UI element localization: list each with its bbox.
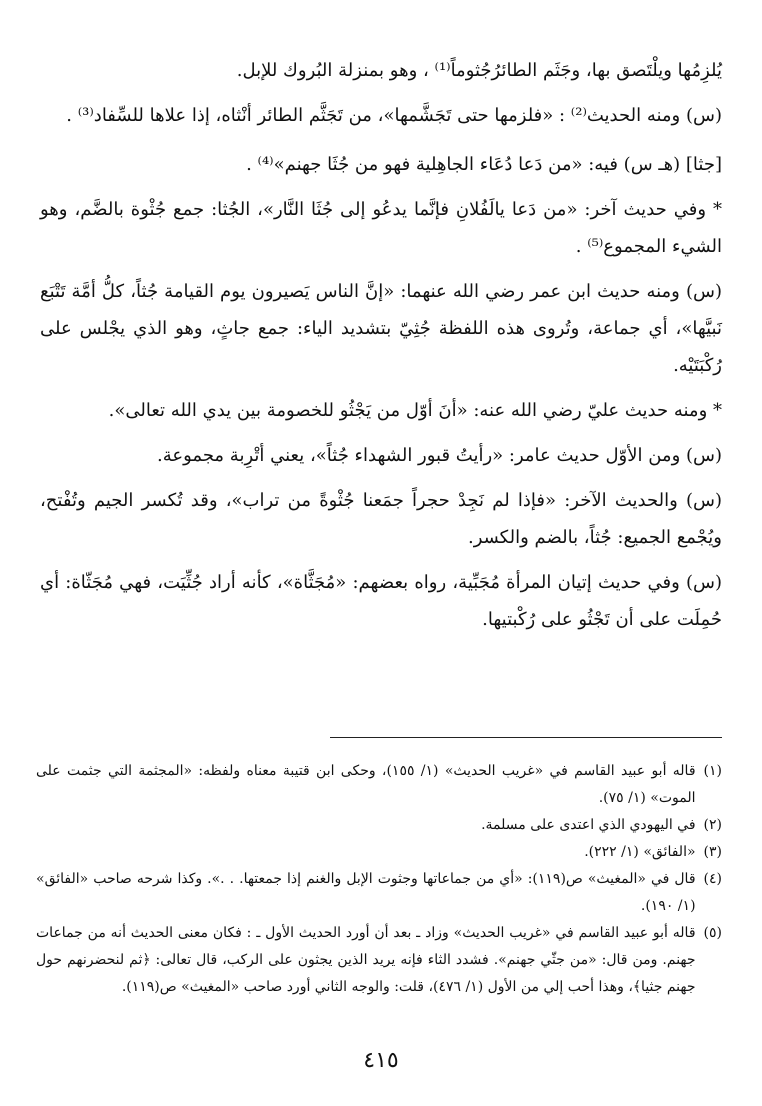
footnote-divider <box>330 737 722 738</box>
paragraph-juthwa-definition: * وفي حديث آخر: «من دَعا يالَفُلانِ فإنَّما يدعُو إلى جُثَا النَّار»، الجُثا: جمع جُثْوة بالضَّم، وهو الشيء المجموع⁽⁵⁾ . <box>40 199 722 257</box>
paragraph-ibn-umar-hadith: (س) ومنه حديث ابن عمر رضي الله عنهما: «إنَّ الناس يَصيرون يوم القيامة جُثاً، كلُّ أمَّة تَتْبَع نَبيَّها»، أي جماعة، وتُروى هذه اللفظة جُثِيّ بتشديد الياء: جمع جاثٍ، وهو الذي يجْلس على رُكْبَتَيْه. <box>40 281 722 376</box>
footnote-number: (٣) <box>703 844 722 860</box>
footnote-number: (٥) <box>703 925 722 941</box>
footnote-text: «الفائق» (١/ ٢٢٢). <box>584 844 696 860</box>
footnote-number: (٢) <box>703 817 722 833</box>
paragraph-amir-hadith: (س) ومن الأوّل حديث عامر: «رأيتُ قبور الشهداء جُثاً»، يعني أتْرِبة مجموعة. <box>157 445 722 466</box>
footnote-2 <box>36 812 722 839</box>
paragraph-mujaththat: (س) وفي حديث إتيان المرأة مُجَبِّية، رواه بعضهم: «مُجَثَّاة»، كأنه أراد جُثِّيَت، فهي مُجَثّاة: أي حُمِلَت على أن تَجْثُو على رُكْبتيها. <box>40 572 722 630</box>
paragraph-hadith-tajaththamaha: (س) ومنه الحديث⁽²⁾ : «فلزمها حتى تَجَشَّمها»، من تَجَثَّم الطائر أنْثاه، إذا علاها للسِّفاد⁽³⁾ . <box>66 105 722 126</box>
paragraph-ali-hadith: * ومنه حديث عليّ رضي الله عنه: «أنَ أوّل من يَجْثُو للخصومة بين يدي الله تعالى». <box>108 400 722 421</box>
footnote-text: قاله أبو عبيد القاسم في «غريب الحديث» وزاد ـ بعد أن أورد الحديث الأول ـ : فكان معنى الحديث أنه من جماعات جهنم. ومن قال: «من جثّي جهنم». فشدد الثاء فإنه يريد الذين يجثون على الركب، قال تعالى: ﴿ثم لنحضرنهم حول جهنم جثيا﴾، وهذا أحب إلي من الأول (١/ ٤٧٦)، قلت: والوجه الثاني أورد صاحب «المغيث» ص(١١٩). <box>36 925 696 995</box>
footnote-1 <box>36 758 722 812</box>
paragraph-jathama-end: يُلزِمُها ويلْتَصق بها، وجَثَم الطائرُجُثوماً⁽¹⁾ ، وهو بمنزلة البُروك للإبل. <box>236 60 722 81</box>
footnote-4 <box>36 866 722 920</box>
footnote-text: في اليهودي الذي اعتدى على مسلمة. <box>481 817 696 833</box>
page-number: ٤١٥ <box>363 1048 399 1073</box>
footnote-number: (١) <box>703 763 722 779</box>
footnote-number: (٤) <box>703 871 722 887</box>
entry-heading-jatha: [جثا] (هـ س) فيه: «من دَعا دُعَاء الجاهِلية فهو من جُثَا جهنم»⁽⁴⁾ . <box>246 154 722 175</box>
footnote-3 <box>36 839 722 866</box>
footnote-text: قاله أبو عبيد القاسم في «غريب الحديث» (١/ ١٥٥)، وحكى ابن قتيبة معناه ولفظه: «المجثمة التي جثمت على الموت» (١/ ٧٥). <box>36 763 696 806</box>
footnote-5 <box>36 920 722 1001</box>
paragraph-juthwa-turab: (س) والحديث الآخر: «فإذا لم نَجِدْ حجراً جمَعنا جُثْوةً من تراب»، وقد تُكسر الجيم وتُفْتح، ويُجْمع الجميع: جُثاً، بالضم والكسر. <box>40 490 722 548</box>
footnotes <box>36 758 722 1001</box>
footnote-text: قال في «المغيث» ص(١١٩): «أي من جماعاتها وجثوت الإبل والغنم إذا جمعتها. . .». وكذا شرحه صاحب «الفائق» (١/ ١٩٠). <box>36 871 696 914</box>
